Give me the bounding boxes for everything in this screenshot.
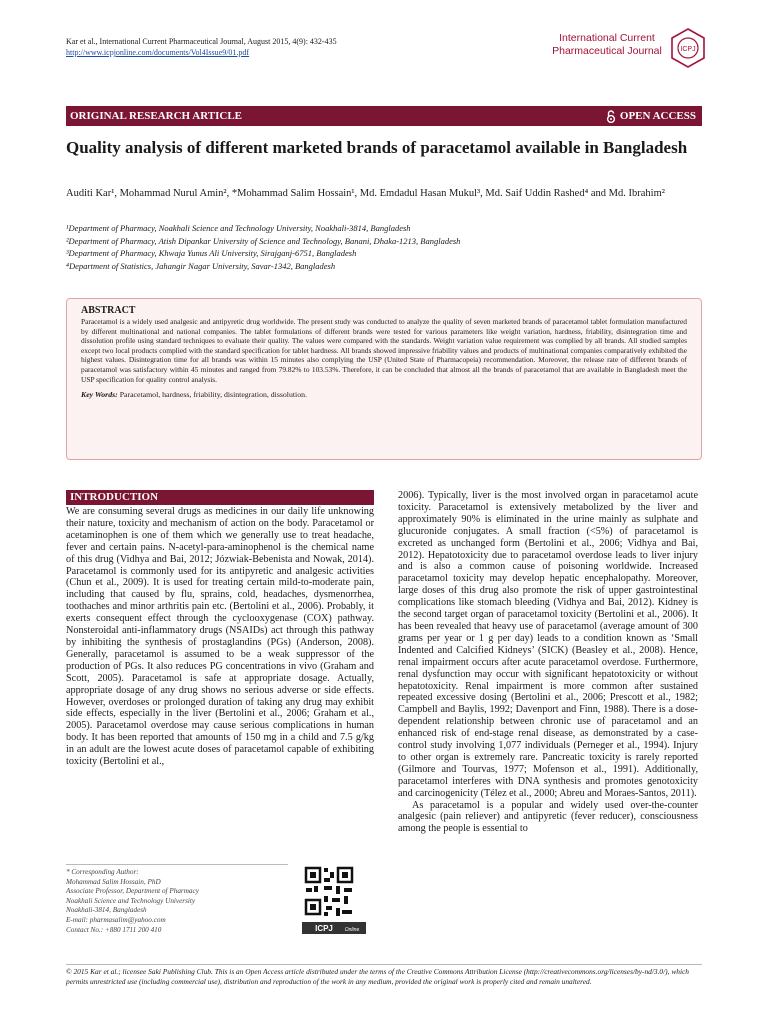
corresponding-institution: Noakhali Science and Technology University: [66, 896, 196, 905]
introduction-paragraph-1-cont: 2006). Typically, liver is the most involved organ in paracetamol acute toxicity. Paracetamol is extensively metabolized by the liver and approximately 90% is eliminated in the urine mainly as sulphate and glucuronide conjugates. A small fraction (<5%) of paracetamol is excreted as unchanged form (Bertolini et al., 2006; Vidhya and Bai, 2012). Hepatotoxicity due to paracetamol overdose leads to liver injury and is also a common cause of poisoning worldwide. Increased paracetamol toxicity may develop hepatic encephalopathy. Moreover, large doses of this drug also promote the risk of upper gastrointestinal complications like stomach bleeding (Vidhya and Bai, 2012). Kidney is the second target organ of paracetamol toxicity (Bertolini et al., 2006). It has been revealed that heavy use of paracetamol (average amount of 300 grams per year or 1 g per day) leads to a condition known as ‘Small Indented and Calcified Kidneys’ (SICK) (Beasley et al., 2008). Hence, renal impairment occurs after acute paracetamol overdose. Furthermore, renal dysfunction may occur with significant hepatotoxicity or without hepatotoxicity. Renal impairment is more common after sustained repeated excessive dosing (Bertolini et al., 2006; Prescott et al., 1982; Campbell and Baylis, 1992; Davenport and Finn, 1988). There is a dose-dependent relationship between chronic use of paracetamol and an enhanced risk of end-stage renal disease, as demonstrated by a case-control study involving 1,077 individuals (Perneger et al., 1994). Injury to other organ is extremely rare. Pancreatic toxicity is rarely reported (Gilmore and Tourvas, 1977; Mofenson et al., 1991). Additionally, paracetamol interferes with DNA synthesis and promotes genotoxicity and carcinogenicity (Télez et al., 2000; Abreu and Moraes-Santos, 2011).: [398, 490, 698, 799]
qr-caption: ICPJ: [315, 924, 333, 933]
open-access-badge: [606, 106, 696, 126]
qr-code-icon[interactable]: [302, 864, 366, 934]
license-footer: © 2015 Kar et al.; licensee Saki Publishing Club. This is an Open Access article distributed under the terms of the Creative Commons Attribution License (http://creativecommons.org/licenses/by-nd/3.0/), which permits unrestricted use (including commercial use), distribution and reproduction of the work in any medium, provided the original work is properly cited and remain unaltered.: [66, 964, 702, 987]
affiliation-3: ³Department of Pharmacy, Khwaja Yunus Ali University, Sirajganj-6751, Bangladesh: [66, 248, 357, 258]
article-url-link[interactable]: http://www.icpjonline.com/documents/Vol4Issue9/01.pdf: [66, 48, 250, 57]
logo-text: ICPJ: [680, 46, 696, 53]
body-column-left: [66, 490, 374, 768]
corresponding-position: Associate Professor, Department of Pharmacy: [66, 887, 199, 896]
journal-name: International Current Pharmaceutical Journal: [552, 32, 662, 57]
affiliation-4: ⁴Department of Statistics, Jahangir Nagar University, Savar-1342, Bangladesh: [66, 260, 336, 271]
abstract-heading: ABSTRACT: [81, 305, 136, 316]
body-column-right: [398, 490, 698, 835]
keywords-label: Key Words:: [81, 390, 118, 400]
introduction-paragraph-2: As paracetamol is a popular and widely used over-the-counter analgesic (pain reliever) and antipyretic (fever reducer), consciousness among the people is essential to: [398, 799, 698, 835]
corresponding-address: Noakhali-3814, Bangladesh: [66, 906, 147, 915]
abstract-text: Paracetamol is a widely used analgesic and antipyretic drug worldwide. The present study was conducted to analyze the quality of seven marketed brands of paracetamol tablet formulation manufactured by different multinational and national companies. The tablet formulations of different brands were tested for various parameters like weight variation, hardness, friability, disintegration time and dissolution profile using standard techniques to evaluate their quality. The values were compared with the standards. Weight variation value requirement was complied by all brands. All studied samples except two local products complied with the standard specification for tablet hardness. All brands showed impressive friability values and products of multinational companies comparatively exhibited the highest values. Disintegration time for all brands was within 15 minutes also complying the USP (United State of Pharmacopeia) recommendation. Moreover, the release rate of different brands of paracetamol was satisfactory within 45 minutes and ranged from 79.82% to 103.53%. Therefore, it can be concluded that almost all the brands of paracetamol that are available in Bangladesh meet the USP specification for quality control analysis.: [81, 317, 687, 384]
corresponding-name: Mohammad Salim Hossain, PhD: [66, 877, 161, 886]
author-list: Auditi Kar¹, Mohammad Nurul Amin², *Mohammad Salim Hossain¹, Md. Emdadul Hasan Mukul³, Md. Saif Uddin Rashed⁴ and Md. Ibrahim²: [66, 188, 665, 199]
article-type: ORIGINAL RESEARCH ARTICLE: [70, 110, 242, 122]
introduction-heading: INTRODUCTION: [66, 490, 374, 505]
corresponding-author: [66, 864, 288, 935]
journal-logo: [548, 28, 708, 72]
citation-text: Kar et al., International Current Pharmaceutical Journal, August 2015, 4(9): 432-435: [66, 37, 337, 46]
article-type-banner: [66, 106, 702, 126]
keywords: [81, 390, 687, 400]
qr-subcaption: Online: [344, 927, 360, 933]
affiliations: [66, 222, 702, 272]
journal-badge-icon: [670, 28, 706, 68]
corresponding-label: * Corresponding Author:: [66, 868, 139, 876]
open-access-label: OPEN ACCESS: [619, 110, 696, 122]
citation-header: [66, 36, 337, 58]
keywords-list: Paracetamol, hardness, friability, disintegration, dissolution.: [119, 390, 307, 400]
corresponding-email[interactable]: E-mail: pharmasalim@yahoo.com: [66, 915, 166, 924]
introduction-paragraph-1: We are consuming several drugs as medicines in our daily life unknowing their nature, toxicity and mechanism of action on the body. Paracetamol or acetaminophen is one of them which we generally use to treat headache, fever and certain pains. N-acetyl-para-aminophenol is the chemical name of this drug (Vidhya and Bai, 2012; Józwiak-Bebenista and Nowak, 2014). Paracetamol is commonly used for its antipyretic and analgesic activities (Chun et al., 2009). It is used for treating certain mild-to-moderate pain, including that caused by flu, sprains, cold, headaches, dysmenorrhea, toothaches and minor arthritis pain etc. (Bertolini et al., 2006). Probably, it exerts consequent effect through the cyclooxygenase (COX) pathway. Nonsteroidal anti-inflammatory drugs (NSAIDs) act through this pathway by inhibiting the synthesis of prostaglandins (PGs) (Anderson, 2008). Generally, paracetamol is assumed to be a weak suppressor of the production of PGs. It also reduces PG concentrations in vivo (Graham and Scott, 2005). Paracetamol is safe at appropriate dosage. Actually, appropriate dosage of any drug shows no serious adverse or side effects. However, overdoses or prolonged duration of taking any drug may exhibit side effects, especially in the liver (Bertolini et al., 2006; Graham et al., 2005). Paracetamol overdose may cause serious complications in human body. It has been reported that amounts of 150 mg in a child and 7.5 g/kg in an adult are the lowest acute doses of paracetamol capable of exhibiting toxicity (Bertolini et al.,: [66, 506, 374, 768]
affiliation-2: ²Department of Pharmacy, Atish Dipankar University of Science and Technology, Banani, Dhaka-1213, Bangladesh: [66, 235, 461, 246]
corresponding-phone: Contact No.: +880 1711 200 410: [66, 925, 162, 934]
open-lock-icon: [606, 110, 616, 123]
affiliation-1: ¹Department of Pharmacy, Noakhali Science and Technology University, Noakhali-3814, Bangladesh: [66, 223, 411, 233]
abstract-box: [66, 298, 702, 460]
article-title: Quality analysis of different marketed brands of paracetamol available in Bangladesh: [66, 138, 688, 157]
